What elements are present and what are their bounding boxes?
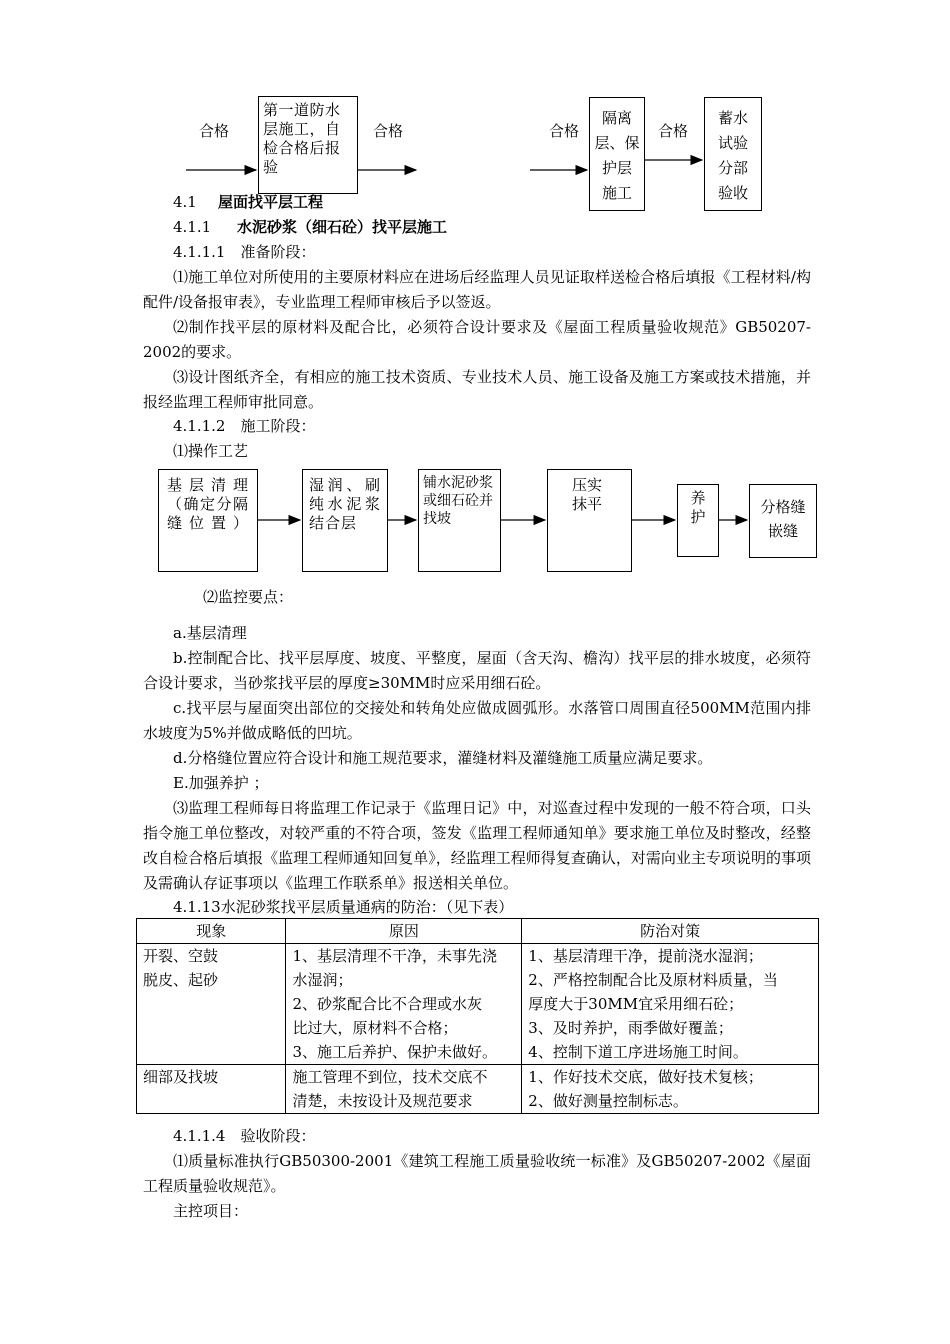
table-header-cell: 现象 (137, 919, 286, 944)
isolation-line: 隔离 (601, 109, 632, 127)
measures-cell (522, 944, 819, 1065)
monitor-title: ⑵监控要点： (203, 588, 294, 606)
isolation-line: 层、保 (594, 134, 640, 152)
cell-line: 1、基层清理不干净，未事先浇 (292, 947, 497, 965)
isolation-line: 施工 (601, 184, 632, 202)
cell-line: 开裂、空鼓 (143, 947, 219, 965)
monitor-item-e: E.加强养护 ； (173, 774, 269, 792)
cell-line: 脱皮、起砂 (143, 971, 219, 989)
monitor-item-b: b.控制配合比、找平层厚度、坡度、平整度，屋面（含天沟、檐沟）找平层的排水坡度，必须符合设计要求，当砂浆找平层的厚度≥30MM时应采用细石砼。 (143, 649, 811, 692)
cell-line: 细部及找坡 (143, 1068, 219, 1086)
cell-line: 比过大，原材料不合格； (292, 1019, 458, 1037)
cause-cell (286, 1065, 522, 1114)
cell-line: 3、施工后养护、保护未做好。 (292, 1043, 497, 1061)
water-test-line: 试验 (717, 134, 748, 152)
section-title-4-1: 屋面找平层工程 (218, 193, 324, 211)
section-heading-4-1-1-4: 4.1.1.4 验收阶段： (173, 1127, 316, 1145)
table-caption: 4.1.13水泥砂浆找平层质量通病的防治：（见下表） (173, 898, 514, 916)
phenomenon-cell (137, 944, 286, 1065)
cell-line: 4、控制下道工序进场施工时间。 (528, 1043, 748, 1061)
process-step-1-box: 基层清理（确定分隔缝位置） (158, 469, 258, 572)
defects-table (136, 918, 819, 1114)
flow1-pass-label-4: 合格 (658, 122, 689, 140)
cell-line: 2、砂浆配合比不合理或水灰 (292, 995, 482, 1013)
process-title: ⑴操作工艺 (173, 442, 249, 460)
flow1-pass-label-3: 合格 (549, 122, 580, 140)
main-items-label: 主控项目： (173, 1202, 249, 1220)
measures-cell (522, 1065, 819, 1114)
cell-line: 1、作好技术交底，做好技术复核； (528, 1068, 763, 1086)
water-test-line: 验收 (717, 184, 748, 202)
monitor-paragraph-3: ⑶监理工程师每日将监理工作记录于《监理日记》中，对巡查过程中发现的一般不符合项，口头指令施工单位整改，对较严重的不符合项，签发《监理工程师通知单》要求施工单位及时整改，经整改自检合格后填报《监理工程师通知回复单》，经监理工程师得复查确认，对需向业主专项说明的事项及需确认存证事项以《监理工作联系单》报送相关单位。 (143, 799, 811, 892)
cell-line: 1、基层清理干净，提前浇水湿润； (528, 947, 763, 965)
water-test-line: 分部 (717, 159, 748, 177)
process-step-2-box: 湿润、刷纯水泥浆结合层 (302, 469, 388, 572)
step5-line: 护 (690, 508, 706, 526)
flow1-waterproof-box: 第一道防水层施工，自检合格后报验 (258, 96, 358, 194)
flow1-water-test-box (704, 97, 762, 211)
cause-cell (286, 944, 522, 1065)
cell-line: 清楚，未按设计及规范要求 (292, 1092, 473, 1110)
table-row (137, 944, 819, 1065)
section-heading-4-1-1-1: 4.1.1.1 准备阶段： (173, 243, 316, 261)
isolation-line: 护层 (601, 159, 632, 177)
flow1-pass-label-1: 合格 (199, 122, 230, 140)
cell-line: 施工管理不到位，技术交底不 (292, 1068, 488, 1086)
phenomenon-cell (137, 1065, 286, 1114)
step4-line: 压实 (572, 476, 603, 494)
process-step-5-box (677, 484, 719, 557)
prep-paragraph-2: ⑵制作找平层的原材料及配合比，必须符合设计要求及《屋面工程质量验收规范》GB50207-2002的要求。 (143, 318, 811, 361)
prep-paragraph-3: ⑶设计图纸齐全，有相应的施工技术资质、专业技术人员、施工设备及施工方案或技术措施，并报经监理工程师审批同意。 (143, 368, 811, 411)
water-test-line: 蓄水 (717, 109, 748, 127)
table-header-cell: 原因 (286, 919, 522, 944)
monitor-item-a: a.基层清理 (173, 624, 247, 642)
monitor-item-d: d.分格缝位置应符合设计和施工规范要求，灌缝材料及灌缝施工质量应满足要求。 (173, 749, 713, 767)
section-title-4-1-1: 水泥砂浆（细石砼）找平层施工 (237, 218, 448, 236)
monitor-item-c: c.找平层与屋面突出部位的交接处和转角处应做成圆弧形。水落管口周围直径500MM范围内排水坡度为5%并做成略低的凹坑。 (143, 699, 811, 742)
step5-line: 养 (690, 489, 706, 507)
process-step-4-box (547, 469, 632, 572)
step4-line: 抹平 (572, 495, 603, 513)
cell-line: 2、严格控制配合比及原材料质量，当 (528, 971, 778, 989)
step6-line: 嵌缝 (767, 522, 798, 540)
process-step-3-box: 铺水泥砂浆或细石砼并找坡 (418, 469, 501, 572)
table-row (137, 1065, 819, 1114)
section-number-4-1: 4.1 (173, 193, 197, 211)
flow1-pass-label-2: 合格 (373, 122, 404, 140)
section-heading-4-1-1-2: 4.1.1.2 施工阶段： (173, 417, 316, 435)
step6-line: 分格缝 (760, 498, 806, 516)
prep-paragraph-1: ⑴施工单位对所使用的主要原材料应在进场后经监理人员见证取样送检合格后填报《工程材料/构配件/设备报审表》，专业监理工程师审核后予以签返。 (143, 268, 811, 311)
process-step-6-box (749, 484, 817, 558)
cell-line: 3、及时养护，雨季做好覆盖； (528, 1019, 733, 1037)
table-header-cell: 防治对策 (522, 919, 819, 944)
flow1-isolation-box (589, 97, 645, 211)
table-header-row (137, 919, 819, 944)
cell-line: 厚度大于30MM宜采用细石砼； (528, 995, 744, 1013)
section-number-4-1-1: 4.1.1 (173, 218, 212, 236)
accept-paragraph-1: ⑴质量标准执行GB50300-2001《建筑工程施工质量验收统一标准》及GB50207-2002《屋面工程质量验收规范》。 (143, 1152, 811, 1195)
cell-line: 水湿润； (292, 971, 353, 989)
cell-line: 2、做好测量控制标志。 (528, 1092, 688, 1110)
